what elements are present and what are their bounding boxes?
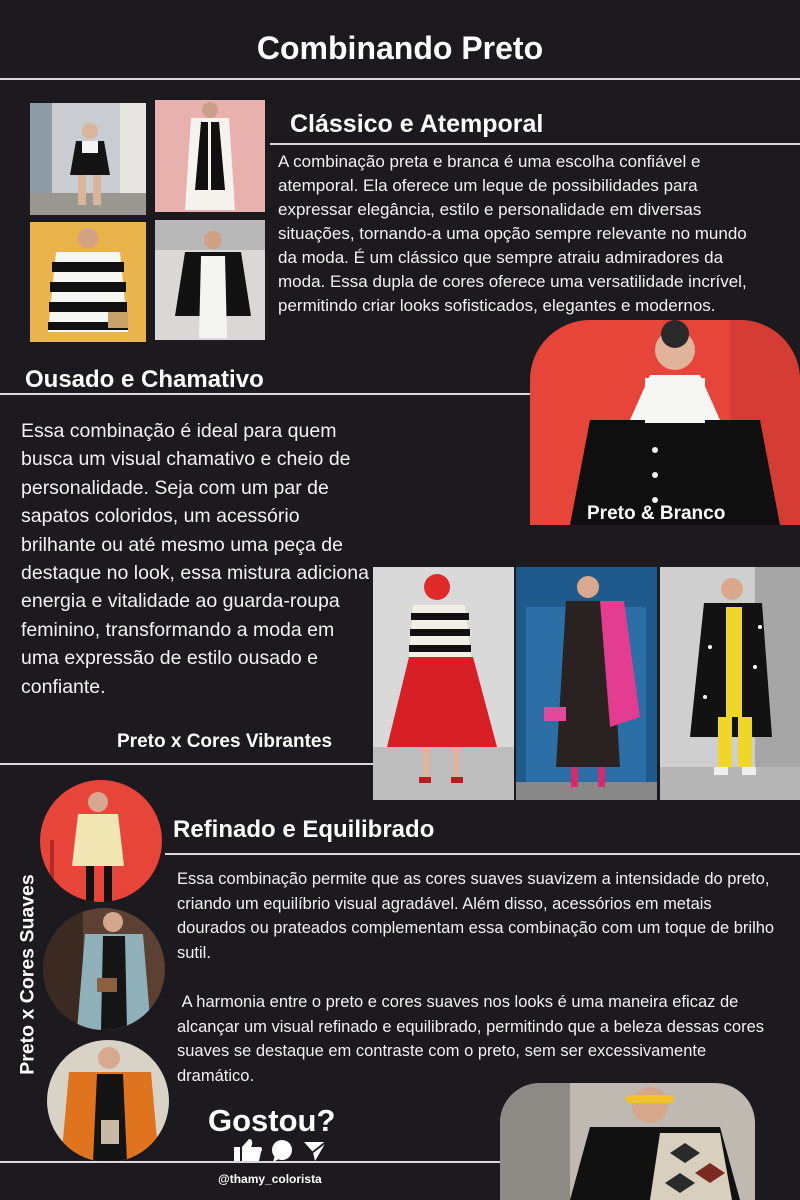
photo-soft-look-1	[40, 780, 162, 902]
photo-bw-look-2	[155, 100, 265, 212]
section1-divider	[270, 143, 800, 145]
photo-bw-look-1	[30, 103, 146, 215]
share-icons	[233, 1137, 328, 1163]
photo-preto-branco	[530, 320, 800, 525]
caption-cores-vibrantes: Preto x Cores Vibrantes	[117, 731, 333, 752]
caption-preto-branco: Preto & Branco	[587, 503, 726, 524]
page-title: Combinando Preto	[256, 30, 544, 66]
section1-text: A combinação preta e branca é uma escolha confiável e atemporal. Ela oferece um leque de possibilidades para expressar elegância, estilo e personalidade em diversas situações, tornando-a uma opção sempre relevante no mundo da moda. É um clássico que sempre atraiu admiradores da moda. Essa dupla de cores oferece uma versatilidade incrível, permitindo criar looks sofisticados, elegantes e modernos.	[278, 152, 747, 315]
cta-gostou: Gostou?	[208, 1103, 336, 1138]
comment-icon[interactable]	[271, 1139, 295, 1168]
caption-cores-suaves: Preto x Cores Suaves	[16, 874, 39, 1075]
photo-vibrant-look-3	[660, 567, 800, 800]
section2-heading: Ousado e Chamativo	[25, 366, 264, 393]
photo-vibrant-look-2	[516, 567, 657, 800]
thumbs-up-icon[interactable]	[233, 1137, 263, 1168]
photo-soft-look-3	[47, 1040, 169, 1162]
photo-bw-look-4	[155, 220, 265, 340]
title-divider	[0, 78, 800, 80]
section3-divider	[165, 853, 800, 855]
section2-divider	[0, 393, 530, 395]
section2-bottom-divider	[0, 763, 373, 765]
section3-text-2: A harmonia entre o preto e cores suaves nos looks é uma maneira eficaz de alcançar um visual refinado e equilibrado, permitindo que a beleza dessas cores suaves se destaque em contraste com o preto, sem ser excessivamente dramático.	[177, 993, 769, 1085]
footer-divider	[0, 1161, 500, 1163]
photo-bw-look-3	[30, 222, 146, 342]
photo-soft-look-2	[43, 908, 165, 1030]
section3-heading: Refinado e Equilibrado	[173, 816, 435, 843]
section3-text-1: Essa combinação permite que as cores suaves suavizem a intensidade do preto, criando um equilíbrio visual agradável. Além disso, acessórios em metais dourados ou prateados complementam essa combinação com um toque de brilho sutil.	[177, 870, 775, 962]
photo-footer-look	[500, 1083, 755, 1200]
section2-text: Essa combinação é ideal para quem busca um visual chamativo e cheio de personalidade. Seja com um par de sapatos coloridos, um acessório brilhante ou até mesmo uma peça de destaque no look, essa mistura adiciona energia e vitalidade ao guarda-roupa feminino, transformando a moda em uma expressão de estilo ousado e confiante.	[21, 420, 369, 698]
photo-vibrant-look-1	[373, 567, 514, 800]
instagram-handle[interactable]: @thamy_colorista	[218, 1172, 322, 1186]
section1-heading: Clássico e Atemporal	[290, 110, 544, 138]
